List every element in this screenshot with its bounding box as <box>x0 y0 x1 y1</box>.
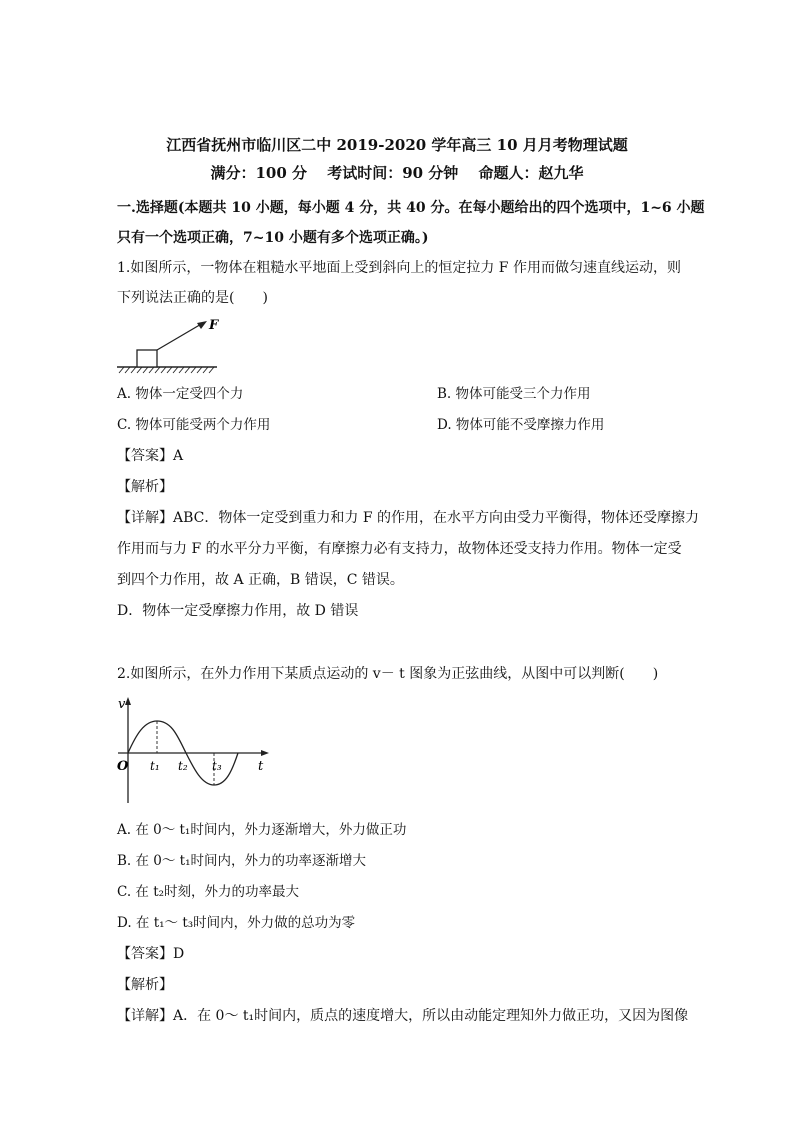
exam-title: 江西省抚州市临川区二中 2019-2020 学年高三 10 月月考物理试题 <box>166 136 628 154</box>
block <box>137 350 157 367</box>
q2-option-d: D. 在 t₁～ t₃时间内，外力做的总功为零 <box>117 915 356 931</box>
q2-vt-graph <box>114 695 274 810</box>
v-axis-arrow-icon <box>125 697 131 705</box>
t3-label: t₃ <box>212 759 222 773</box>
q1-option-d: D. 物体可能不受摩擦力作用 <box>437 417 605 433</box>
origin-label: O <box>117 759 129 774</box>
q1-force-diagram <box>117 315 227 377</box>
arrow-head-icon <box>197 321 207 329</box>
q2-option-a: A. 在 0～ t₁时间内，外力逐渐增大，外力做正功 <box>117 822 407 838</box>
exam-meta: 满分：100 分 考试时间：90 分钟 命题人：赵九华 <box>210 164 584 182</box>
section-instructions-line2: 只有一个选项正确，7~10 小题有多个选项正确。) <box>117 230 429 246</box>
q2-option-c: C. 在 t₂时刻，外力的功率最大 <box>117 884 300 900</box>
q1-detail-line4: D．物体一定受摩擦力作用，故 D 错误 <box>117 603 359 619</box>
q1-option-a: A. 物体一定受四个力 <box>117 386 244 402</box>
force-label: F <box>209 318 219 333</box>
section-instructions-line1: 一.选择题(本题共 10 小题，每小题 4 分，共 40 分。在每小题给出的四个选项中，1~6 小题 <box>117 200 705 216</box>
q1-option-b: B. 物体可能受三个力作用 <box>437 386 591 402</box>
t1-label: t₁ <box>150 759 160 773</box>
q1-stem-line2: 下列说法正确的是( ) <box>117 290 268 306</box>
q2-stem: 2.如图所示，在外力作用下某质点运动的 v－ t 图象为正弦曲线，从图中可以判断( ) <box>117 666 659 682</box>
t2-label: t₂ <box>178 759 188 773</box>
q1-detail-line3: 到四个力作用，故 A 正确，B 错误，C 错误。 <box>117 572 404 588</box>
q2-option-b: B. 在 0～ t₁时间内，外力的功率逐渐增大 <box>117 853 367 869</box>
q1-answer: 【答案】A <box>117 448 184 464</box>
q1-detail-line1: 【详解】ABC．物体一定受到重力和力 F 的作用，在水平方向由受力平衡得，物体还受摩擦力 <box>117 510 699 526</box>
q2-answer: 【答案】D <box>117 946 185 962</box>
force-arrow <box>157 323 203 350</box>
q2-analysis-heading: 【解析】 <box>117 977 173 993</box>
v-axis-label: v <box>118 697 126 712</box>
q1-analysis-heading: 【解析】 <box>117 479 173 495</box>
ground-hatching <box>117 367 217 373</box>
q1-stem-line1: 1.如图所示，一物体在粗糙水平地面上受到斜向上的恒定拉力 F 作用而做匀速直线运动，则 <box>117 260 681 276</box>
q2-detail-line1: 【详解】A．在 0～ t₁时间内，质点的速度增大，所以由动能定理知外力做正功，又因为图像 <box>117 1008 689 1024</box>
t-axis-label: t <box>258 759 264 774</box>
t-axis-arrow-icon <box>261 750 269 756</box>
q1-detail-line2: 作用而与力 F 的水平分力平衡，有摩擦力必有支持力，故物体还受支持力作用。物体一定受 <box>117 541 682 557</box>
q1-option-c: C. 物体可能受两个力作用 <box>117 417 271 433</box>
